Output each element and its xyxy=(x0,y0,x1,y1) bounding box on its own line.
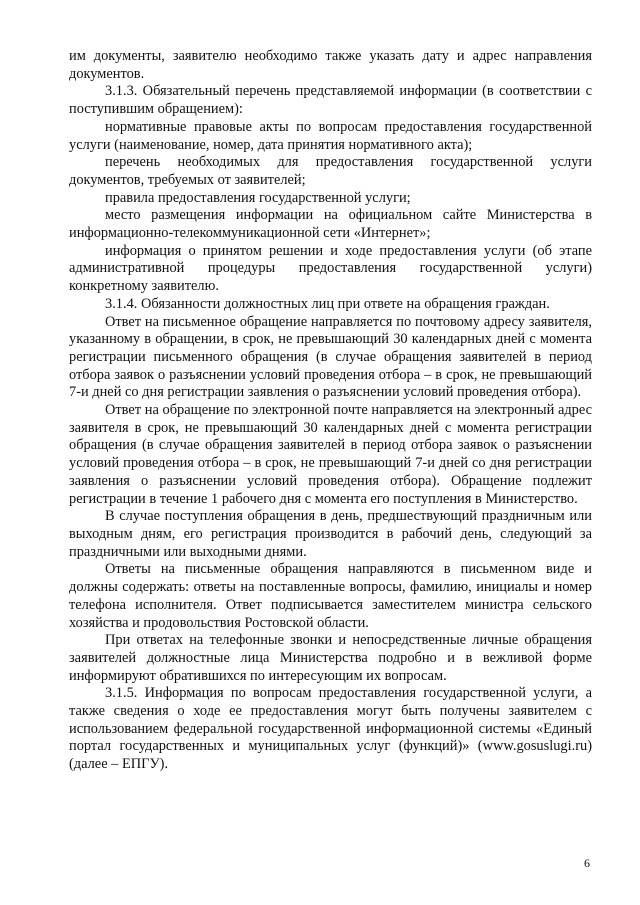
paragraph-3-1-5: 3.1.5. Информация по вопросам предоставления государственной услуги, а также сведения о ходе ее предоставления могут быть получены заявителем с использованием федеральной государственной информационной системы «Единый портал государственных и муниципальных услуг (функций)» (www.gosuslugi.ru) (далее – ЕПГУ). xyxy=(69,685,592,773)
paragraph-reply-content: Ответы на письменные обращения направляются в письменном виде и должны содержать: ответы на поставленные вопросы, фамилию, инициалы и номер телефона исполнителя. Ответ подписывается заместителем министра сельского хозяйства и продовольствия Ростовской области. xyxy=(69,561,592,631)
page-number: 6 xyxy=(584,856,590,870)
paragraph-email-reply: Ответ на обращение по электронной почте направляется на электронный адрес заявителя в срок, не превышающий 30 календарных дней с момента регистрации обращения (в случае обращения заявителей в период отбора заявок о разъяснении условий проведения отбора – в срок, не превышающий 7-и дней со дня регистрации заявления о разъяснении условий проведения отбора). Обращение подлежит регистрации в течение 1 рабочего дня с момента его поступления в Министерство. xyxy=(69,402,592,507)
paragraph-continuation: им документы, заявителю необходимо также указать дату и адрес направления документов. xyxy=(69,48,592,82)
paragraph-written-reply: Ответ на письменное обращение направляется по почтовому адресу заявителя, указанному в обращении, в срок, не превышающий 30 календарных дней с момента регистрации письменного обращения (в случае обращения заявителей в период отбора заявок о разъяснении условий проведения отбора – в срок, не превышающий 7-и дней со дня регистрации заявления о разъяснении условий проведения отбора). xyxy=(69,313,592,401)
list-item-rules: правила предоставления государственной услуги; xyxy=(105,189,411,206)
paragraph-phone-calls: При ответах на телефонные звонки и непосредственные личные обращения заявителей должностные лица Министерства подробно и в вежливой форме информируют обратившихся по интересующим их вопросам. xyxy=(69,632,592,684)
list-item-decision-info: информация о принятом решении и ходе предоставления услуги (об этапе административной процедуры предоставления государственной услуги) конкретному заявителю. xyxy=(69,242,592,295)
list-item-normative-acts: нормативные правовые акты по вопросам предоставления государственной услуги (наименование, номер, дата принятия нормативного акта); xyxy=(69,118,592,153)
document-body xyxy=(69,48,592,774)
paragraph-3-1-4: 3.1.4. Обязанности должностных лиц при ответе на обращения граждан. xyxy=(105,295,550,312)
paragraph-3-1-3: 3.1.3. Обязательный перечень представляемой информации (в соответствии с поступившим обращением): xyxy=(69,83,592,118)
list-item-website: место размещения информации на официальном сайте Министерства в информационно-телекоммуникационной сети «Интернет»; xyxy=(69,207,592,242)
list-item-documents: перечень необходимых для предоставления государственной услуги документов, требуемых от заявителей; xyxy=(69,154,592,188)
paragraph-holidays: В случае поступления обращения в день, предшествующий праздничным или выходным дням, его регистрация производится в рабочий день, следующий за праздничными или выходными днями. xyxy=(69,508,592,560)
